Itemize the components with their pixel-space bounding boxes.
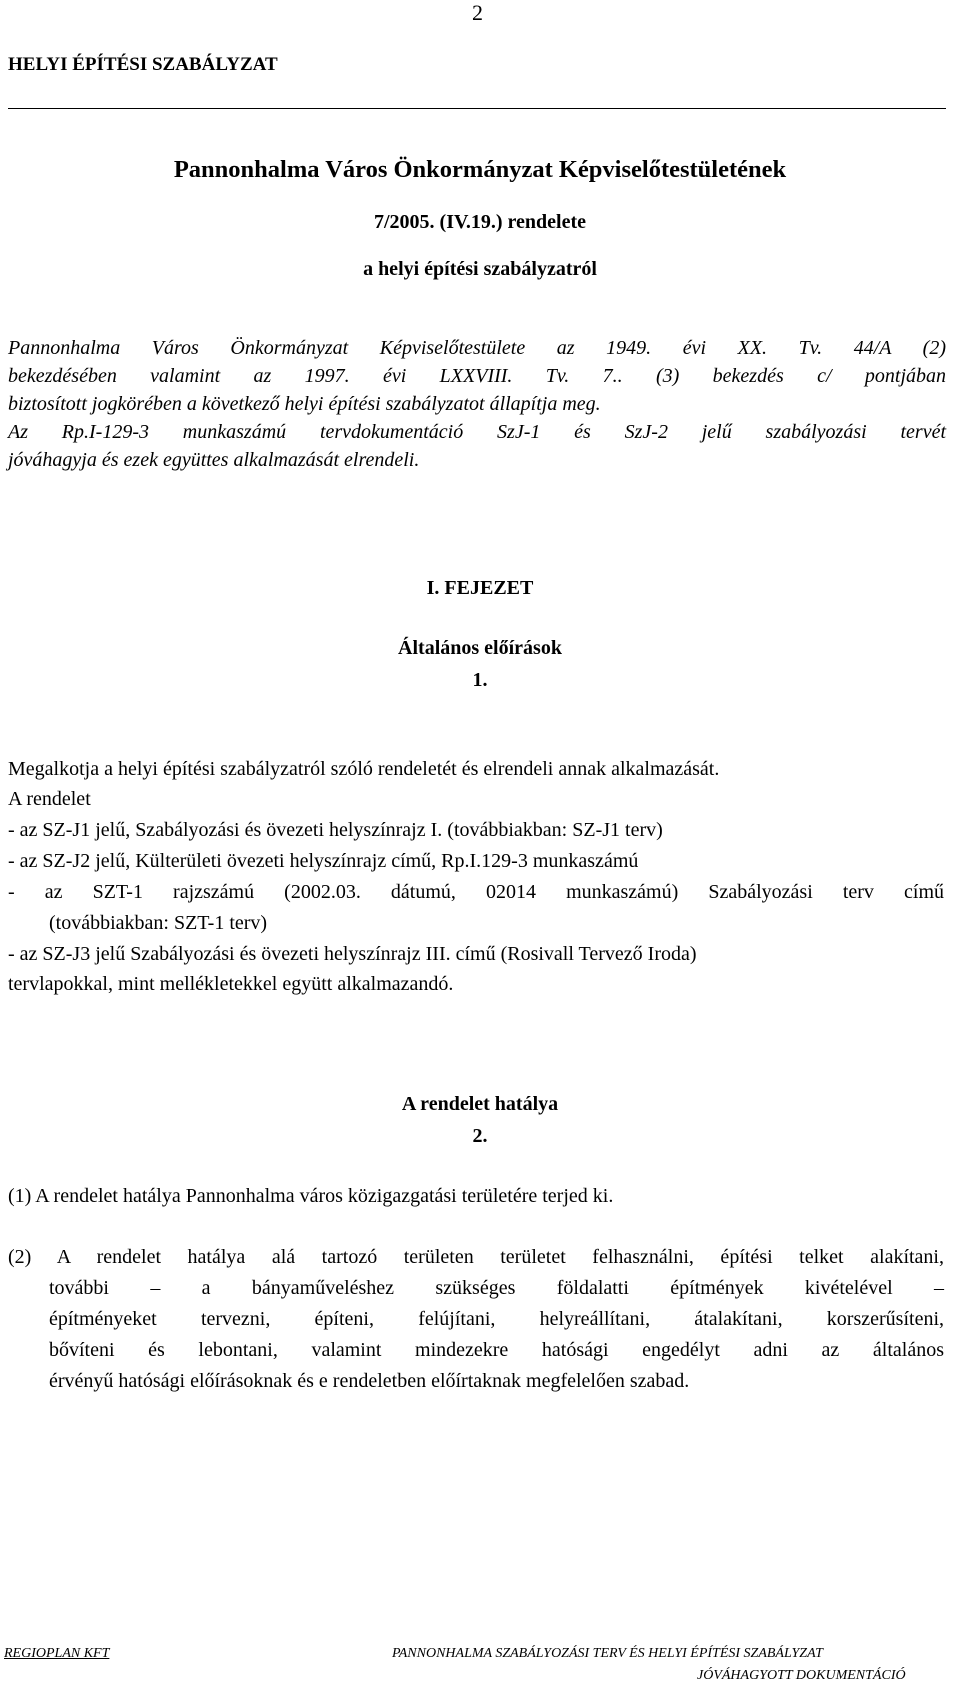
paragraph-line: érvényű hatósági előírásoknak és e rendeletben előírtaknak megfelelően szabad.	[49, 1370, 690, 1392]
paragraph: (1) A rendelet hatálya Pannonhalma város közigazgatási területére terjed ki.	[8, 1185, 614, 1207]
ordinance-subject: a helyi építési szabályzatról	[363, 258, 597, 280]
preamble-line: jóváhagyja és ezek együttes alkalmazását elrendeli.	[8, 449, 420, 471]
paragraph-line: A rendelet	[8, 788, 91, 810]
list-item: - az SZ-J1 jelű, Szabályozási és övezeti helyszínrajz I. (továbbiakban: SZ-J1 terv)	[8, 819, 663, 841]
paragraph-line: Megalkotja a helyi építési szabályzatról szóló rendeletét és elrendeli annak alkalmazását.	[8, 758, 720, 780]
header-title: HELYI ÉPÍTÉSI SZABÁLYZAT	[8, 54, 278, 75]
chapter-heading: I. FEJEZET	[426, 577, 534, 599]
paragraph-line: bővíteni és lebontani, valamint mindezekre hatósági engedélyt adni az általános	[49, 1339, 944, 1361]
preamble-line: Pannonhalma Város Önkormányzat Képviselőtestülete az 1949. évi XX. Tv. 44/A (2)	[8, 337, 946, 359]
list-item: - az SZ-J2 jelű, Külterületi övezeti helyszínrajz című, Rp.I.129-3 munkaszámú	[8, 850, 639, 872]
footer-document-status: JÓVÁHAGYOTT DOKUMENTÁCIÓ	[697, 1668, 906, 1683]
section-heading: A rendelet hatálya	[401, 1093, 559, 1115]
paragraph-line: tervlapokkal, mint mellékletekkel együtt alkalmazandó.	[8, 973, 454, 995]
header-divider	[8, 108, 946, 109]
list-item: - az SZT-1 rajzszámú (2002.03. dátumú, 02014 munkaszámú) Szabályozási terv című	[8, 881, 944, 903]
preamble-line: Az Rp.I-129-3 munkaszámú tervdokumentáció SzJ-1 és SzJ-2 jelű szabályozási tervét	[8, 421, 946, 443]
preamble-line: bekezdésében valamint az 1997. évi LXXVIII. Tv. 7.. (3) bekezdés c/ pontjában	[8, 365, 946, 387]
preamble-line: biztosított jogkörében a következő helyi építési szabályzatot állapítja meg.	[8, 393, 601, 415]
footer-document-title: PANNONHALMA SZABÁLYOZÁSI TERV ÉS HELYI ÉPÍTÉSI SZABÁLYZAT	[392, 1646, 823, 1661]
footer-company: REGIOPLAN KFT	[4, 1646, 110, 1661]
section-number: 2.	[472, 1125, 488, 1147]
list-item-continuation: (továbbiakban: SZT-1 terv)	[49, 912, 268, 934]
ordinance-issuer: Pannonhalma Város Önkormányzat Képviselőtestületének	[173, 156, 787, 183]
ordinance-number: 7/2005. (IV.19.) rendelete	[373, 211, 586, 233]
paragraph-line: (2) A rendelet hatálya alá tartozó területen területet felhasználni, építési telket alakítani,	[8, 1246, 944, 1268]
list-item: - az SZ-J3 jelű Szabályozási és övezeti helyszínrajz III. című (Rosivall Tervező Iroda)	[8, 943, 697, 965]
paragraph-line: építményeket tervezni, építeni, felújítani, helyreállítani, átalakítani, korszerűsíteni,	[49, 1308, 944, 1330]
paragraph-line: további – a bányaműveléshez szükséges földalatti építmények kivételével –	[49, 1277, 944, 1299]
chapter-subheading: Általános előírások	[398, 637, 562, 659]
page-number: 2	[472, 0, 483, 25]
section-number: 1.	[472, 669, 488, 691]
